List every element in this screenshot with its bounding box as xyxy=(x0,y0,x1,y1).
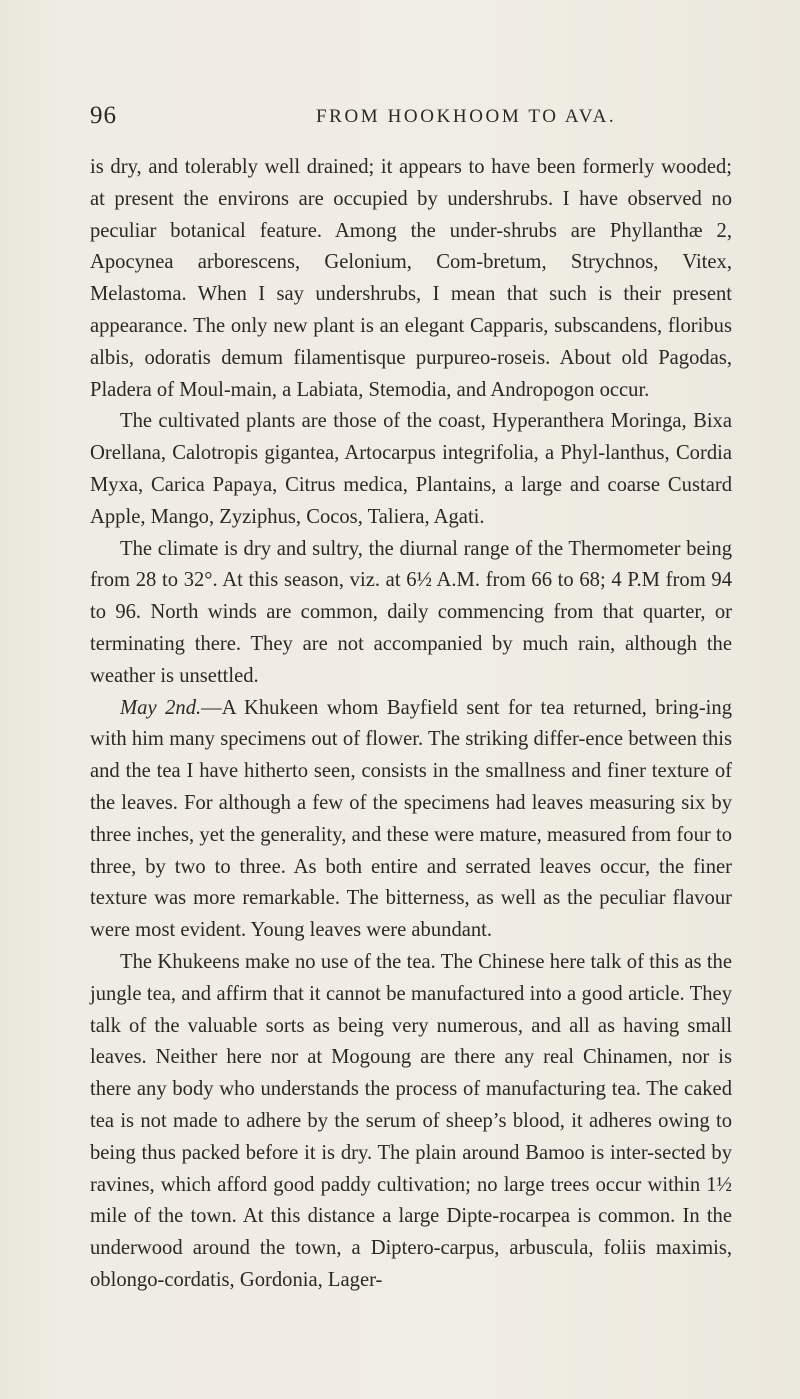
page-header xyxy=(90,102,734,138)
page-number: 96 xyxy=(90,102,117,129)
diary-date: May 2nd. xyxy=(120,696,202,719)
body-text xyxy=(90,152,732,1297)
paragraph-continued: is dry, and tolerably well drained; it appears to have been formerly wooded; at present the environs are occupied by undershrubs. I have observed no peculiar botanical feature. Among the under-shrubs are Phyllanthæ 2, Apocynea arborescens, Gelonium, Com-bretum, Strychnos, Vitex, Melastoma. When I say undershrubs, I mean that such is their present appearance. The only new plant is an elegant Capparis, subscandens, floribus albis, odoratis demum filamentisque purpureo-roseis. About old Pagodas, Pladera of Moul-main, a Labiata, Stemodia, and Andropogon occur. xyxy=(90,156,732,401)
paragraph-cultivated-plants: The cultivated plants are those of the coast, Hyperanthera Moringa, Bixa Orellana, Calotropis gigantea, Artocarpus integrifolia, a Phyl-lanthus, Cordia Myxa, Carica Papaya, Citrus medica, Plantains, a large and coarse Custard Apple, Mango, Zyziphus, Cocos, Taliera, Agati. xyxy=(90,410,732,528)
paragraph-khukeen-tea-text: —A Khukeen whom Bayfield sent for tea returned, bring-ing with him many specimens out of flower. The striking differ-ence between this and the tea I have hitherto seen, consists in the smallness and finer texture of the leaves. For although a few of the specimens had leaves measuring six by three inches, yet the generality, and these were mature, measured from four to three, by two to three. As both entire and serrated leaves occur, the finer texture was more remarkable. The bitterness, as well as the peculiar flavour were most evident. Young leaves were abundant. xyxy=(90,696,732,942)
paragraph-khukeens-manufacture: The Khukeens make no use of the tea. The Chinese here talk of this as the jungle tea, and affirm that it cannot be manufactured into a good article. They talk of the valuable sorts as being very numerous, and all as having small leaves. Neither here nor at Mogoung are there any real Chinamen, nor is there any body who understands the process of manufacturing tea. The caked tea is not made to adhere by the serum of sheep’s blood, it adheres owing to being thus packed before it is dry. The plain around Bamoo is inter-sected by ravines, which afford good paddy cultivation; no large trees occur within 1½ mile of the town. At this distance a large Dipte-rocarpea is common. In the underwood around the town, a Diptero-carpus, arbuscula, foliis maximis, oblongo-cordatis, Gordonia, Lager- xyxy=(90,950,732,1291)
paragraph-khukeen-tea xyxy=(90,693,732,947)
paragraph-climate: The climate is dry and sultry, the diurnal range of the Thermometer being from 28 to 32°. At this season, viz. at 6½ A.M. from 66 to 68; 4 P.M from 94 to 96. North winds are common, daily commencing from that quarter, or terminating there. They are not accompanied by much rain, although the weather is unsettled. xyxy=(90,537,732,687)
running-title: FROM HOOKHOOM TO AVA. xyxy=(316,106,617,127)
